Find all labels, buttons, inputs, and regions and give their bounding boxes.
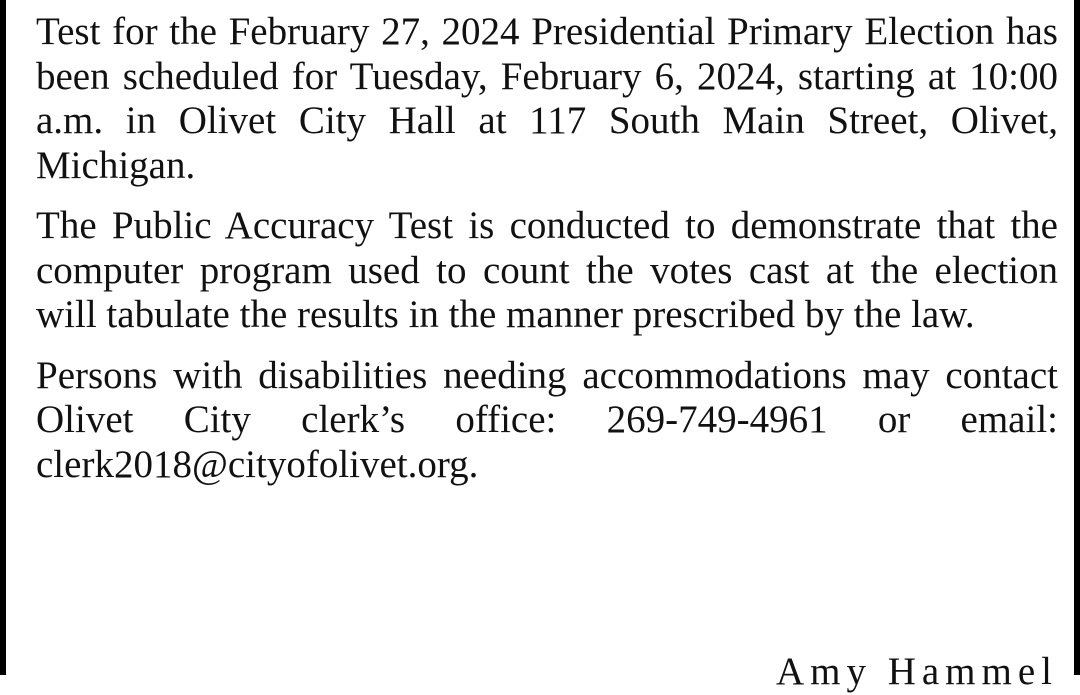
paragraph-test-purpose: The Public Accuracy Test is conducted to demonstrate that the computer program used to count the votes cast at the election will tabulate the results in the manner prescribed by the law. bbox=[36, 204, 1058, 336]
paragraph-election-test-schedule: Test for the February 27, 2024 Presidential Primary Election has been scheduled for Tuesday, February 6, 2024, starting at 10:00 a.m. in Olivet City Hall at 117 South Main Street, Olivet, Michigan. bbox=[36, 10, 1058, 187]
paragraph-accommodations-contact: Persons with disabilities needing accommodations may contact Olivet City clerk’s office: 269-749-4961 or email: clerk2018@cityofolivet.org. bbox=[36, 353, 1058, 486]
clerk-signature bbox=[36, 650, 1058, 695]
notice-body bbox=[36, 10, 1058, 503]
clerk-signature-name: Amy Hammel bbox=[775, 650, 1058, 693]
